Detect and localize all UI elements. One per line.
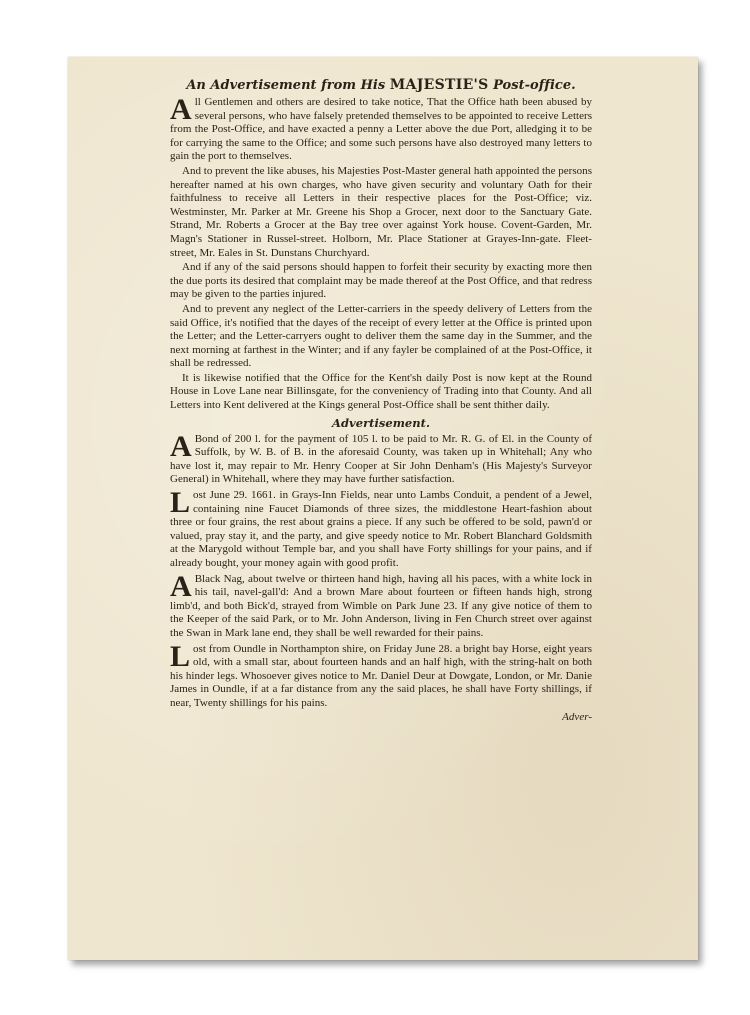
title-suffix: Post-office. <box>493 78 576 93</box>
paragraph-abuse-notice: All Gentlemen and others are desired to take notice, That the Office hath been abused by several persons, who have falsely pretended themselves to be appointed to receive Letters from the Post-Office, and have exacted a penny a Letter above the due Port, alledging it to be for carrying the same to the Office; and some such persons have also destroyed many letters to gain the port to themselves. <box>170 93 592 163</box>
paragraph-kentish-post: It is likewise notified that the Office for the Kent'sh daily Post is now kept at the Round House in Love Lane near Billinsgate, for the conveniency of Trading into that County. And all Letters into Kent delivered at the Kings general Post-Office shall be sent thither daily. <box>170 371 592 412</box>
paragraph-appointed-receivers: And to prevent the like abuses, his Majesties Post-Master general hath appointed the persons hereafter named at his own charges, who have given security and voluntary Oath for their faithfulness to receive all Letters in their respective places for the Post-Office; viz. Westminster, Mr. Parker at Mr. Greene his Shop a Grocer, next door to the Sanctuary Gate. Strand, Mr. Roberts a Grocer at the Bay tree over against York house. Covent-Garden, Mr. Magn's Stationer in Russel-street. Holborn, Mr. Place Stationer at Grayes-Inn-gate. Fleet-street, Mr. Eales in St. Dunstans Churchyard. <box>170 164 592 259</box>
page-title <box>170 77 592 94</box>
catchword: Adver- <box>562 710 592 723</box>
notice-lost-bond: ABond of 200 l. for the payment of 105 l. to be paid to Mr. R. G. of El. in the County of Suffolk, by W. B. of B. in the aforesaid County, was taken up in Whitehall; Any who have lost it, may repair to Mr. Henry Cooper at Sir John Denham's (His Majesty's Surveyor General) in Whitehall, where they may have further satisfaction. <box>170 429 592 486</box>
title-prefix: An Advertisement from His <box>186 78 386 93</box>
page-content <box>170 77 592 724</box>
notice-strayed-horses: ABlack Nag, about twelve or thirteen hand high, having all his paces, with a white lock in his tail, navel-gall'd: And a brown Mare about fourteen or fifteen hands high, strong limb'd, and both Bick'd, strayed from Wimble on Park June 23. If any give notice of them to the Keeper of the said Park, or to Mr. John Anderson, living in Fen Church street over against the Swan in Mark lane end, they shall be well rewarded for their pains. <box>170 569 592 639</box>
notice-lost-jewel: Lost June 29. 1661. in Grays-Inn Fields, near unto Lambs Conduit, a pendent of a Jewel, containing nine Faucet Diamonds of three sizes, the middlestone Heart-fashion about three or four grains, the rest about grains a piece. If any such be offered to be sold, pawn'd or valued, pray stay it, and the party, and give speedy notice to Mr. Robert Blanchard Goldsmith at the Marygold without Temple bar, and you shall have Forty shillings for your pains, and if already bought, your money again with good profit. <box>170 486 592 569</box>
title-caps: MAJESTIE'S <box>389 77 489 93</box>
printed-page <box>68 57 698 960</box>
paragraph-complaints: And if any of the said persons should happen to forfeit their security by exacting more then the due ports its desired that complaint may be made thereof at the Post Office, and that redress may be given to the parties injured. <box>170 261 592 301</box>
notice-lost-bay-horse: Lost from Oundle in Northampton shire, on Friday June 28. a bright bay Horse, eight years old, with a small star, about fourteen hands and an half high, with the string-halt on both his hinder legs. Whosoever gives notice to Mr. Daniel Deur at Dowgate, London, or Mr. Danie James in Oundle, if at a far distance from any the said places, he shall have Forty shillings, if near, Twenty shillings for his pains. <box>170 639 592 709</box>
advertisement-heading: Advertisement. <box>332 415 430 430</box>
paragraph-letter-carriers: And to prevent any neglect of the Letter-carriers in the speedy delivery of Letters from the said Office, it's notified that the dayes of the receipt of every letter at the Office is printed upon the Letter; and the Letter-carryers ought to deliver them the same day in the Summer, and the next morning at farthest in the Winter; and if any fayler be complained of at the Post-Office, it shall be redressed. <box>170 302 592 370</box>
